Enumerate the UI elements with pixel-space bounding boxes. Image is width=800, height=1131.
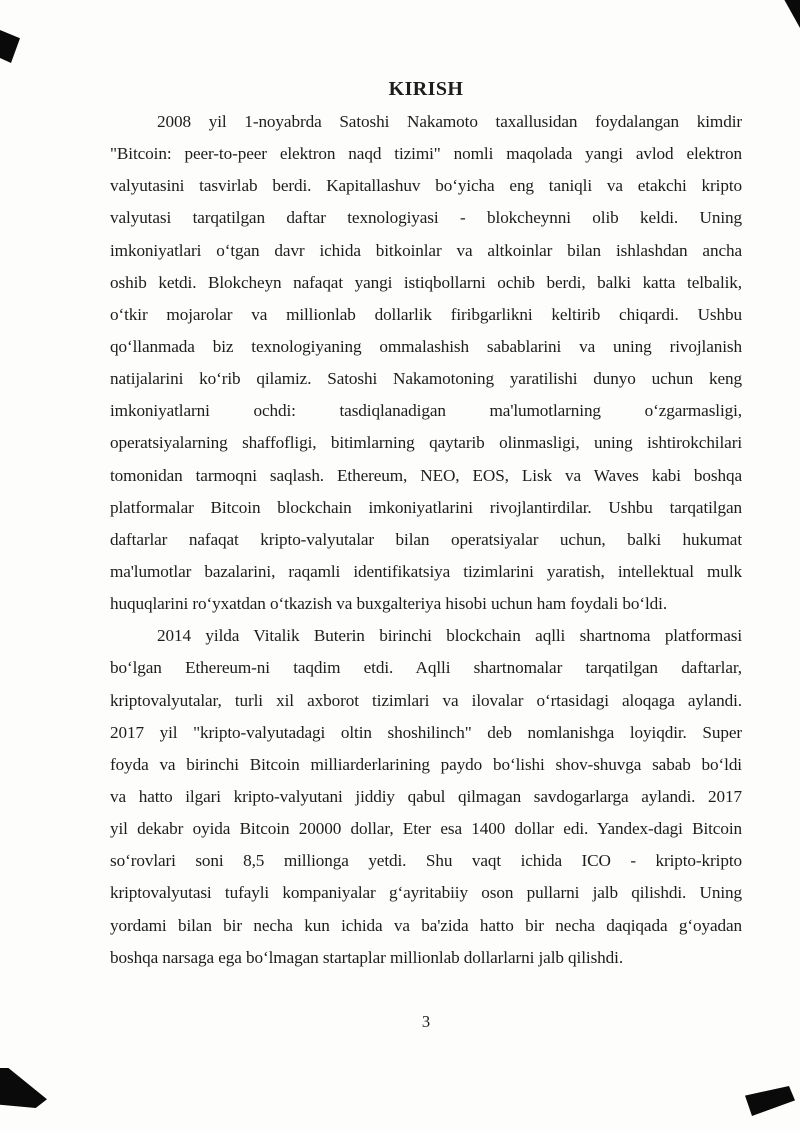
- text-line: yordami bilan bir necha kun ichida va ba'zida hatto bir necha daqiqada gʻoyadan: [110, 915, 742, 935]
- text-line: natijalarini koʻrib qilamiz. Satoshi Nakamotoning yaratilishi dunyo uchun keng: [110, 369, 742, 389]
- text-line: boshqa narsaga ega boʻlmagan startaplar millionlab dollarlarni jalb qilishdi.: [110, 947, 624, 967]
- paragraph: [110, 106, 742, 620]
- scan-artifact-corner-top-left: [0, 30, 20, 63]
- text-line: foyda va birinchi Bitcoin milliarderlarining paydo boʻlishi shov-shuvga sabab boʻldi: [110, 754, 742, 774]
- text-line: va hatto ilgari kripto-valyutani jiddiy qabul qilmagan savdogarlarga aylandi. 2017: [110, 786, 742, 806]
- text-line: kriptovalyutasi tufayli kompaniyalar gʻayritabiiy oson pullarni jalb qilishdi. Uning: [110, 883, 742, 903]
- text-line: 2008 yil 1-noyabrda Satoshi Nakamoto taxallusidan foydalangan kimdir: [157, 112, 742, 131]
- text-line: kriptovalyutalar, turli xil axborot tizimlari va ilovalar oʻrtasidagi aloqaga aylandi.: [110, 690, 742, 710]
- text-line: boʻlgan Ethereum-ni taqdim etdi. Aqlli shartnomalar tarqatilgan daftarlar,: [110, 658, 742, 678]
- text-line: "Bitcoin: peer-to-peer elektron naqd tizimi" nomli maqolada yangi avlod elektron: [110, 144, 742, 164]
- text-line: oshib ketdi. Blokcheyn nafaqat yangi istiqbollarni ochib berdi, balki katta telbalik,: [110, 272, 742, 292]
- text-line: 2017 yil "kripto-valyutadagi oltin shoshilinch" deb nomlanishga loyiqdir. Super: [110, 722, 742, 742]
- text-line: yil dekabr oyida Bitcoin 20000 dollar, Eter esa 1400 dollar edi. Yandex-dagi Bitcoin: [110, 819, 742, 839]
- text-line: soʻrovlari soni 8,5 millionga yetdi. Shu vaqt ichida ICO - kripto-kripto: [110, 851, 742, 871]
- paragraph: [110, 620, 742, 974]
- text-line: valyutasi tarqatilgan daftar texnologiyasi - blokcheynni olib keldi. Uning: [110, 208, 742, 228]
- text-line: daftarlar nafaqat kripto-valyutalar bilan operatsiyalar uchun, balki hukumat: [110, 529, 742, 549]
- text-line: huquqlarini roʻyxatdan oʻtkazish va buxgalteriya hisobi uchun ham foydali boʻldi.: [110, 594, 668, 614]
- scan-artifact-corner-bottom-left: [0, 1068, 47, 1108]
- text-line: platformalar Bitcoin blockchain imkoniyatlarini rivojlantirdilar. Ushbu tarqatilgan: [110, 497, 742, 517]
- text-line: oʻtkir mojarolar va millionlab dollarlik firibgarlikni keltirib chiqardi. Ushbu: [110, 304, 742, 324]
- text-column: [110, 76, 742, 974]
- text-line: 2014 yilda Vitalik Buterin birinchi blockchain aqlli shartnoma platformasi: [157, 626, 742, 646]
- text-line: qoʻllanmada biz texnologiyaning ommalashish sabablarini va uning rivojlanish: [110, 336, 742, 356]
- text-line: imkoniyatlari oʻtgan davr ichida bitkoinlar va altkoinlar bilan ishlashdan ancha: [110, 240, 742, 260]
- text-line: valyutasini tasvirlab berdi. Kapitallashuv boʻyicha eng taniqli va etakchi kripto: [110, 176, 742, 196]
- scan-artifact-corner-bottom-right: [745, 1086, 795, 1116]
- text-line: tomonidan tarmoqni saqlash. Ethereum, NEO, EOS, Lisk va Waves kabi boshqa: [110, 465, 742, 485]
- scan-artifact-corner-top-right: [781, 0, 800, 28]
- page-number: 3: [421, 1012, 431, 1031]
- text-line: imkoniyatlarni ochdi: tasdiqlanadigan ma'lumotlarning oʻzgarmasligi,: [110, 401, 742, 421]
- body-text: [110, 106, 742, 974]
- page-title: KIRISH: [388, 78, 464, 100]
- text-line: operatsiyalarning shaffofligi, bitimlarning qaytarib olinmasligi, uning ishtirokchilari: [110, 433, 742, 453]
- text-line: ma'lumotlar bazalarini, raqamli identifikatsiya tizimlarini yaratish, intellektual mulk: [110, 561, 742, 581]
